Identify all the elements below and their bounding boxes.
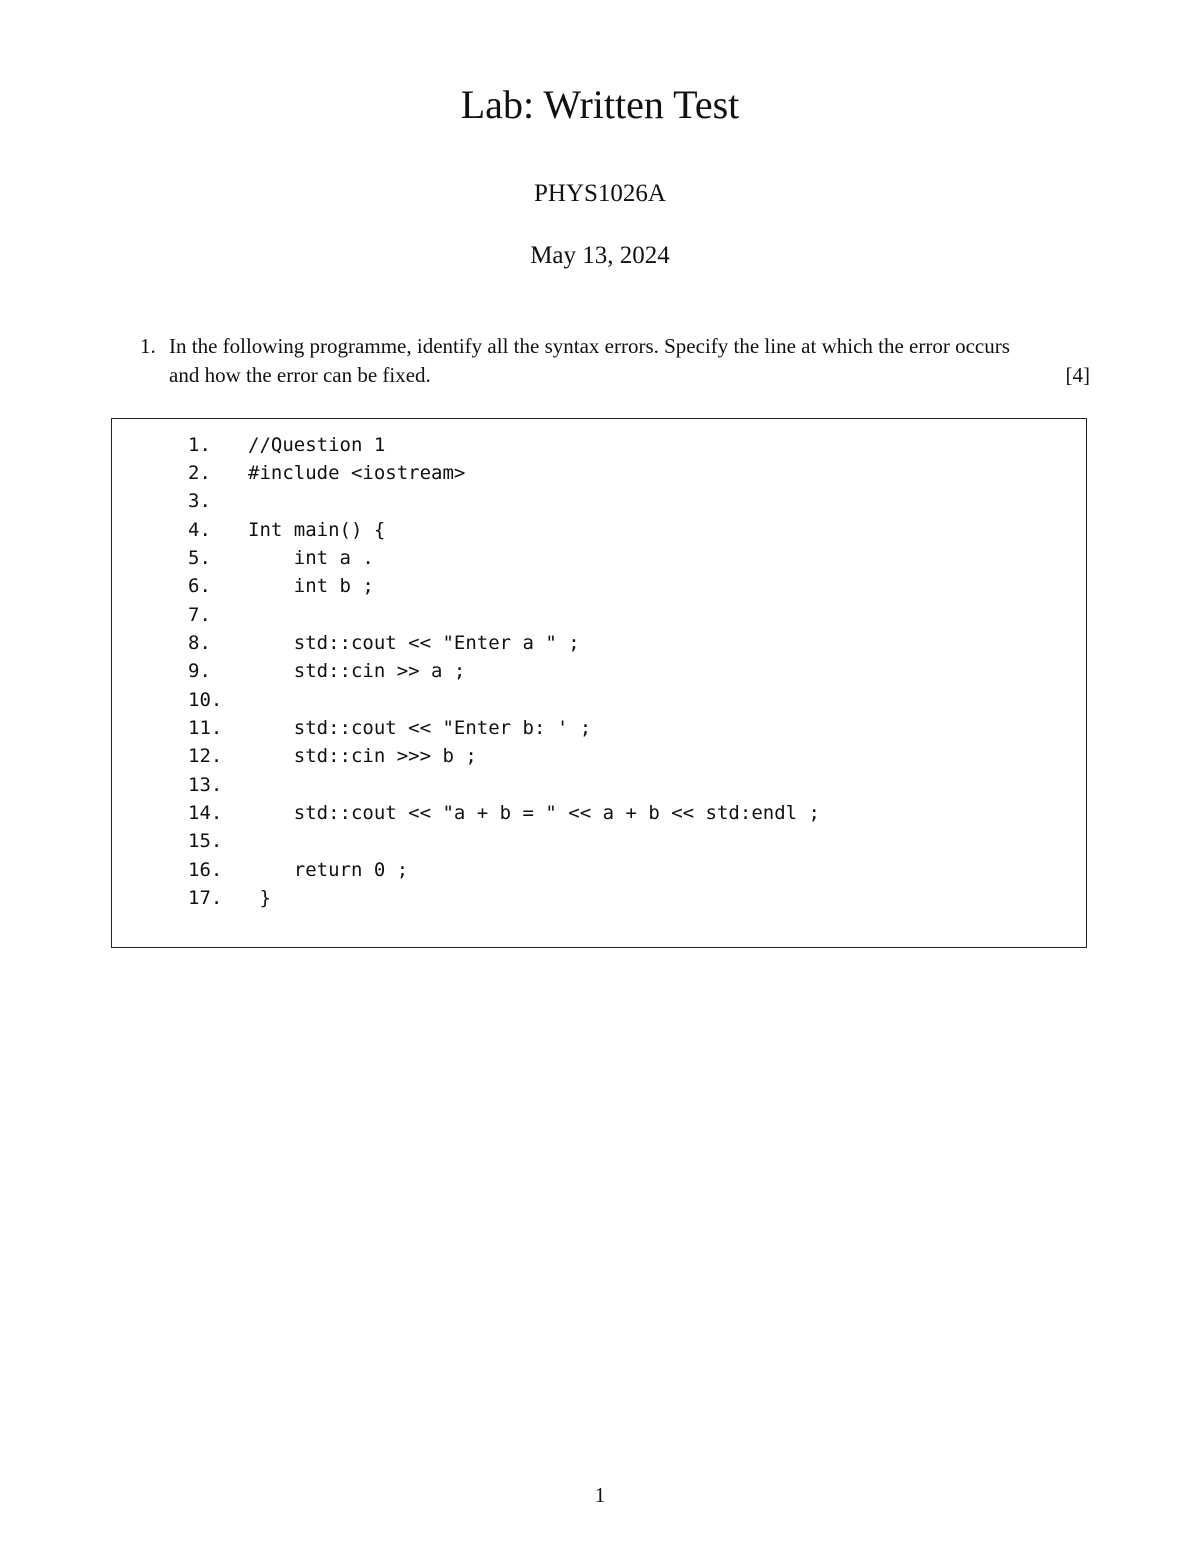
code-line-number: 10. — [188, 689, 223, 711]
code-line — [188, 856, 408, 884]
test-date: May 13, 2024 — [530, 242, 670, 269]
code-line — [188, 799, 820, 827]
code-line — [188, 686, 248, 714]
question-number: 1. — [140, 334, 156, 358]
code-line-number: 9. — [188, 660, 211, 682]
code-line — [188, 487, 248, 515]
code-line — [188, 657, 465, 685]
code-line-text: std::cout << "Enter a " ; — [248, 632, 580, 654]
code-line-text: #include <iostream> — [248, 462, 466, 484]
code-line-number: 7. — [188, 604, 211, 626]
code-line-number: 11. — [188, 717, 223, 739]
code-line-number: 5. — [188, 547, 211, 569]
code-line-text: //Question 1 — [248, 434, 386, 456]
question-text-line-2 — [169, 361, 1090, 390]
code-line-number: 6. — [188, 575, 211, 597]
code-line-number: 16. — [188, 859, 223, 881]
code-line — [188, 431, 385, 459]
code-line — [188, 742, 477, 770]
code-line-text: std::cout << "a + b = " << a + b << std:endl ; — [248, 802, 820, 824]
code-line-text: std::cin >>> b ; — [248, 745, 477, 767]
code-line — [188, 714, 591, 742]
code-line-number: 13. — [188, 774, 223, 796]
question-text-line-1 — [169, 332, 1090, 361]
code-line — [188, 572, 374, 600]
question-text-line-1-content: In the following programme, identify all the syntax errors. Specify the line at which the error occurs — [169, 334, 1010, 358]
code-line — [188, 827, 248, 855]
code-line — [188, 544, 374, 572]
question-text — [169, 332, 1090, 390]
code-line-number: 17. — [188, 887, 223, 909]
code-line-text: return 0 ; — [248, 859, 409, 881]
code-line-text: } — [248, 887, 271, 909]
code-line — [188, 516, 385, 544]
code-line-number: 3. — [188, 490, 211, 512]
code-line-number: 12. — [188, 745, 223, 767]
code-line-number: 1. — [188, 434, 211, 456]
code-line — [188, 601, 248, 629]
code-line — [188, 884, 271, 912]
code-line-text: std::cout << "Enter b: ' ; — [248, 717, 592, 739]
code-line — [188, 771, 248, 799]
code-listing-box — [111, 418, 1087, 948]
code-line-number: 2. — [188, 462, 211, 484]
code-line — [188, 629, 580, 657]
page-number: 1 — [594, 1483, 606, 1507]
code-line — [188, 459, 465, 487]
code-line-text: int b ; — [248, 575, 374, 597]
page-title: Lab: Written Test — [460, 82, 740, 127]
course-code: PHYS1026A — [534, 180, 666, 207]
code-line-number: 4. — [188, 519, 211, 541]
question-marks: [4] — [1065, 363, 1090, 387]
code-line-text: Int main() { — [248, 519, 386, 541]
code-line-number: 14. — [188, 802, 223, 824]
question-text-line-2-content: and how the error can be fixed. — [169, 363, 431, 387]
code-line-text: int a . — [248, 547, 374, 569]
code-line-text: std::cin >> a ; — [248, 660, 466, 682]
code-line-number: 15. — [188, 830, 223, 852]
code-line-number: 8. — [188, 632, 211, 654]
